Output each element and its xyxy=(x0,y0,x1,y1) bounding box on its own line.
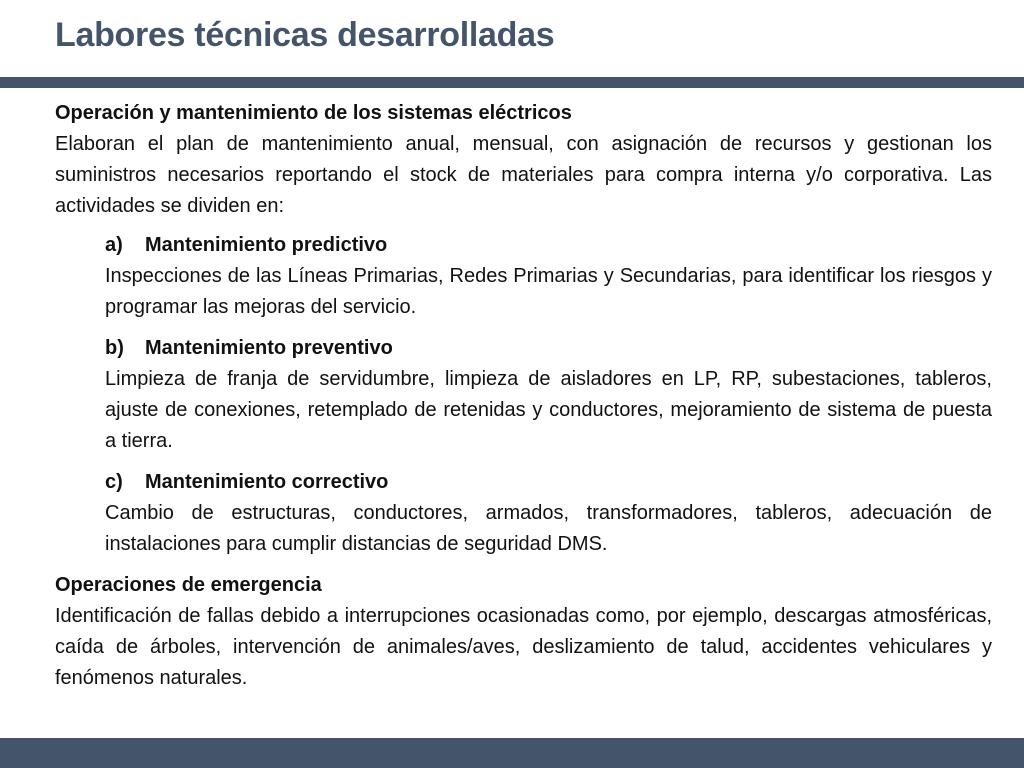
list-item-heading xyxy=(105,467,992,498)
list-item-title: Mantenimiento correctivo xyxy=(145,471,389,493)
list-item-body: Cambio de estructuras, conductores, armados, transformadores, tableros, adecuación de instalaciones para cumplir distancias de seguridad DMS. xyxy=(105,502,992,555)
list-item-title: Mantenimiento preventivo xyxy=(145,337,393,359)
section-body: Elaboran el plan de mantenimiento anual, mensual, con asignación de recursos y gestionan los suministros necesarios reportando el stock de materiales para compra interna y/o corporativa. Las actividades se dividen en: xyxy=(55,133,992,217)
list-item-body: Inspecciones de las Líneas Primarias, Redes Primarias y Secundarias, para identificar los riesgos y programar las mejoras del servicio. xyxy=(105,265,992,318)
list-marker: a) xyxy=(105,234,123,256)
list-marker: b) xyxy=(105,337,124,359)
section-emergency-operations xyxy=(55,570,992,694)
list-item-corrective xyxy=(105,467,992,560)
slide-title: Labores técnicas desarrolladas xyxy=(55,16,555,54)
section-heading: Operaciones de emergencia xyxy=(55,574,322,596)
section-heading: Operación y mantenimiento de los sistemas eléctricos xyxy=(55,102,572,124)
maintenance-types-list xyxy=(105,230,992,560)
title-divider-bar xyxy=(0,77,1024,88)
section-operation-maintenance xyxy=(55,98,992,560)
list-item-heading xyxy=(105,230,992,261)
list-item-predictive xyxy=(105,230,992,323)
list-item-title: Mantenimiento predictivo xyxy=(145,234,388,256)
slide-content xyxy=(55,98,992,694)
list-item-preventive xyxy=(105,333,992,457)
list-item-heading xyxy=(105,333,992,364)
footer-bar xyxy=(0,738,1024,768)
list-marker: c) xyxy=(105,471,123,493)
list-item-body: Limpieza de franja de servidumbre, limpieza de aisladores en LP, RP, subestaciones, tableros, ajuste de conexiones, retemplado de retenidas y conductores, mejoramiento de sistema de puesta a tierra. xyxy=(105,368,992,452)
section-body: Identificación de fallas debido a interrupciones ocasionadas como, por ejemplo, descargas atmosféricas, caída de árboles, intervención de animales/aves, deslizamiento de talud, accidentes vehiculares y fenómenos naturales. xyxy=(55,605,992,689)
